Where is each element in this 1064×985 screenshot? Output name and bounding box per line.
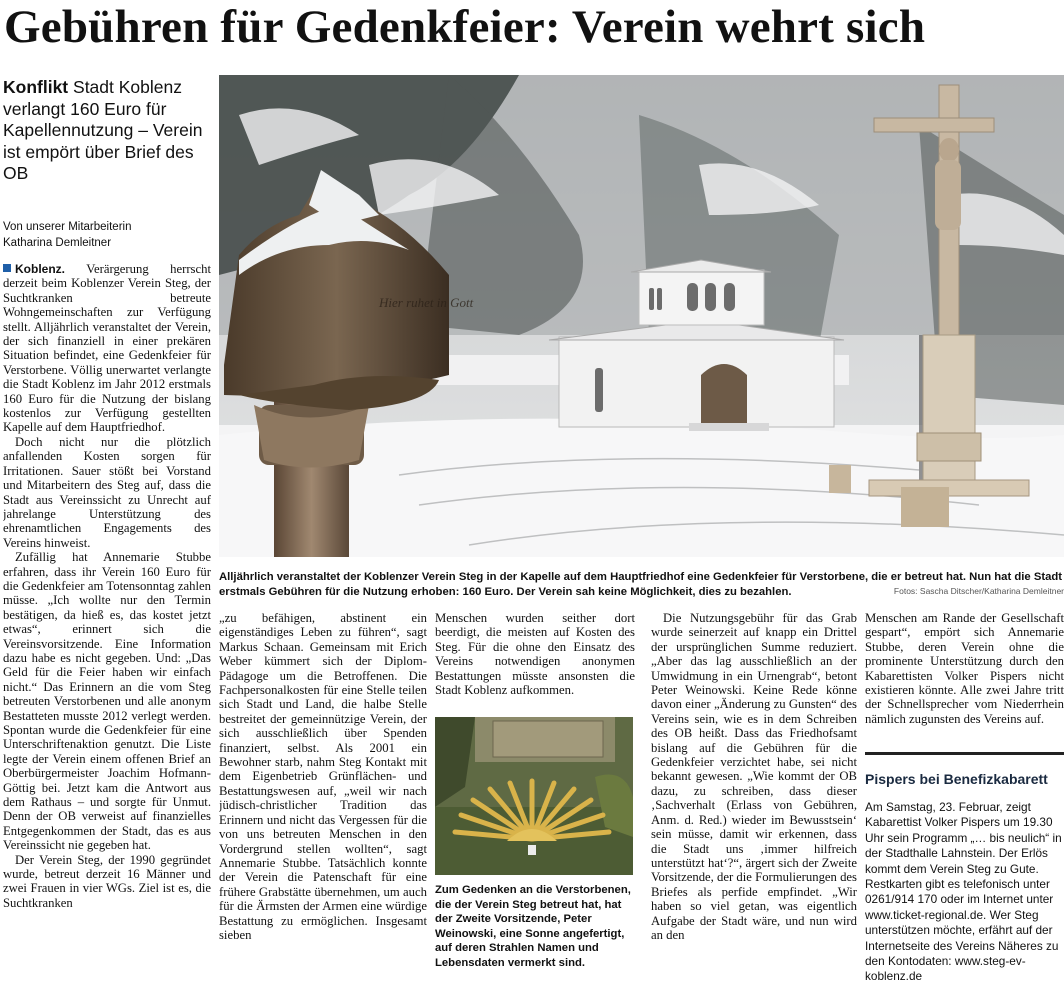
infobox-text: Am Samstag, 23. Februar, zeigt Kabarettist Volker Pispers um 19.30 Uhr sein Programm „… bis neulich“ in der Stadthalle Lahnstein. Der Erlös kommt dem Verein Steg zu Gute. Restkarten gibt es telefonisch unter 0261/914 170 oder im Internet unter www.ticket-regional.de. Wer Steg unterstützen möchte, erfährt auf der Internetseite des Vereins Näheres zu den Kontodaten: www.steg-ev-koblenz.de <box>865 800 1062 984</box>
teaser-text: Stadt Koblenz verlangt 160 Euro für Kapellennutzung – Verein ist empört über Brief des OB <box>3 77 203 183</box>
photo2-caption: Zum Gedenken an die Verstorbenen, die der Verein Steg betreut hat, hat der Zweite Vorsitzende, Peter Weinowski, eine Sonne angefertigt, auf deren Strahlen Namen und Lebensdaten vermerkt sind. <box>435 884 631 969</box>
paragraph: Menschen wurden seither dort beerdigt, die meisten auf Kosten des Steg. Für die ohne den Einsatz des Vereins notwendigen anonymen Bestattungen müsste ansonsten die Stadt Koblenz aufkommen. <box>435 611 635 698</box>
paragraph: Zufällig hat Annemarie Stubbe erfahren, dass ihr Verein 160 Euro für die Gedenkfeier am Totensonntag zahlen müsse. „Ich wollte nur den Termin bestätigen, da hieß es, das kostet jetzt etwas“, erinnert sich die Vereinsvorsitzende. Eine Information dazu habe es nicht gegeben. Und: „Das Geld für die Feier haben wir einfach nicht.“ Das Erinnern an die vom Steg betreuten Verstorbenen und alle anonym Bestatteten musste 2012 verlegt werden. Spontan wurde die Gedenkfeier für eine Unterschriftenaktion genutzt. Die Liste legte der Verein einem offenen Brief an Oberbürgermeister Joachim Hofmann-Göttig bei. Jetzt kam die Antwort aus dem Rathaus – und sorgte für Unmut. Denn der OB verweist auf finanzielles Entgegenkommen der Stadt, das es aus Vereinssicht nie gegeben hat. <box>3 550 211 853</box>
paragraph: Menschen am Rande der Gesellschaft gespart“, empört sich Annemarie Stubbe, deren Verein ohne die prominente Unterstützung durch den Kabarettisten Volker Pispers nicht existieren könnte. Alle zwei Jahre tritt der Schnellsprecher vom Niederrhein nämlich zugunsten des Vereins auf. <box>865 611 1064 726</box>
article-column-5 <box>865 611 1064 746</box>
paragraph-text: Verärgerung herrscht derzeit beim Koblenzer Verein Steg, der Suchtkranken betreute Wohngemeinschaften zur Verfügung stellt. Alljährlich veranstaltet der Verein, der sich finanziell in einer prekären Situation befindet, eine Gedenkfeier für Verstorbene. Völlig unerwartet verlangte die Stadt Koblenz im Jahr 2012 erstmals 160 Euro für die Nutzung der bislang kostenlos zur Verfügung gestellten Kapelle auf dem Hauptfriedhof. <box>3 262 211 435</box>
headline: Gebühren für Gedenkfeier: Verein wehrt sich <box>4 1 926 53</box>
paragraph: Die Nutzungsgebühr für das Grab wurde seinerzeit auf knapp ein Drittel der ursprünglichen Summe reduziert. „Aber das lag ausschließlich an der Umwidmung in ein Urnengrab“, betont Peter Weinowski. Keine Rede könne davon einer „Änderung zu Gunsten“ des Vereins sein, wie es in dem Schreiben des OB heißt. Dass das Friedhofsamt bislang auf die Gebühren für die Gedenkfeier verzichtet habe, sei nicht bekannt gewesen. „Wie kommt der OB dazu, zu schreiben, dass dieser ‚Sachverhalt (Erlass von Gebühren, Anm. d. Red.) wieder im Bewusstsein‘ sein müsse, damit wir erkennen, dass die Stadt uns ‚immer hilfreich unterstützt hat‘?“, ärgert sich der Zweite Vorsitzende, der die Formulierungen des Briefes als perfide empfindet. „Wir haben so viel getan, was eigentlich Aufgabe der Stadt wäre, und nun wird an den <box>651 611 857 942</box>
paragraph: Doch nicht nur die plötzlich anfallenden Kosten sorgen für Irritationen. Sauer stößt bei Vorstand und Mitarbeitern des Steg auf, dass die Stadt aus Vereinssicht zu Unrecht auf jahrelange Unterstützung des ehrenamtlichen Engagements des Vereins hinweist. <box>3 434 211 550</box>
cemetery-chapel-photo <box>219 75 1064 557</box>
stone-inscription: Hier ruhet in Gott <box>379 295 474 310</box>
photo-caption: Alljährlich veranstaltet der Koblenzer Verein Steg in der Kapelle auf dem Hauptfriedhof eine Gedenkfeier für Verstorbene, die er betreut hat. Nun hat die Stadt erstmals Gebühren für die Nutzung erhoben: 160 Euro. Der Verein sah keine Möglichkeit, dies zu bezahlen. <box>219 571 1063 598</box>
infobox-divider <box>865 752 1064 755</box>
paragraph: „zu befähigen, abstinent ein eigenständiges Leben zu führen“, sagt Markus Schaan. Gemeinsam mit Erich Weber kümmert sich der Diplom-Pädagoge um die Betroffenen. Die Fachpersonalkosten für eine Stelle teilen sich Stadt und Land, die halbe Stelle bestreitet der gemeinnützige Verein, der sich ausschließlich über Spenden finanziert, selbst. Als 2001 ein Bewohner starb, nahm Steg Kontakt mit dem Eigenbetrieb Grünflächen- und Bestattungswesen auf, „weil wir nach jüdisch-christlicher Tradition das Erinnern und nicht das Vergessen für die von uns betreuten Menschen in den Vordergrund stellen wollten“, sagt Annemarie Stubbe. Tatsächlich konnte der Verein die Patenschaft für eine frühere Grabstätte übernehmen, um auch für die Ärmsten der Armen eine würdige Bestattung zu ermöglichen. Insgesamt sieben <box>219 611 427 942</box>
photo-credit: Fotos: Sascha Ditscher/Katharina Demleitner <box>893 586 1064 596</box>
dateline: Koblenz. <box>15 262 65 276</box>
paragraph <box>3 262 211 435</box>
infobox-title: Pispers bei Benefizkabarett <box>865 771 1048 787</box>
byline <box>3 220 211 251</box>
teaser-kicker: Konflikt <box>3 77 69 97</box>
byline-line1: Von unserer Mitarbeiterin <box>3 221 132 233</box>
article-column-3 <box>435 611 635 701</box>
section-marker-icon <box>3 264 11 272</box>
byline-author: Katharina Demleitner <box>3 236 112 249</box>
article-column-1 <box>3 262 211 977</box>
paragraph: Der Verein Steg, der 1990 gegründet wurde, betreut derzeit 16 Männer und zwei Frauen in vier WGs. Ziel ist es, die Suchtkranken <box>3 852 211 910</box>
memorial-sun-photo <box>435 717 633 875</box>
article-column-2 <box>219 611 427 977</box>
teaser <box>3 77 211 185</box>
article-column-4 <box>651 611 857 977</box>
